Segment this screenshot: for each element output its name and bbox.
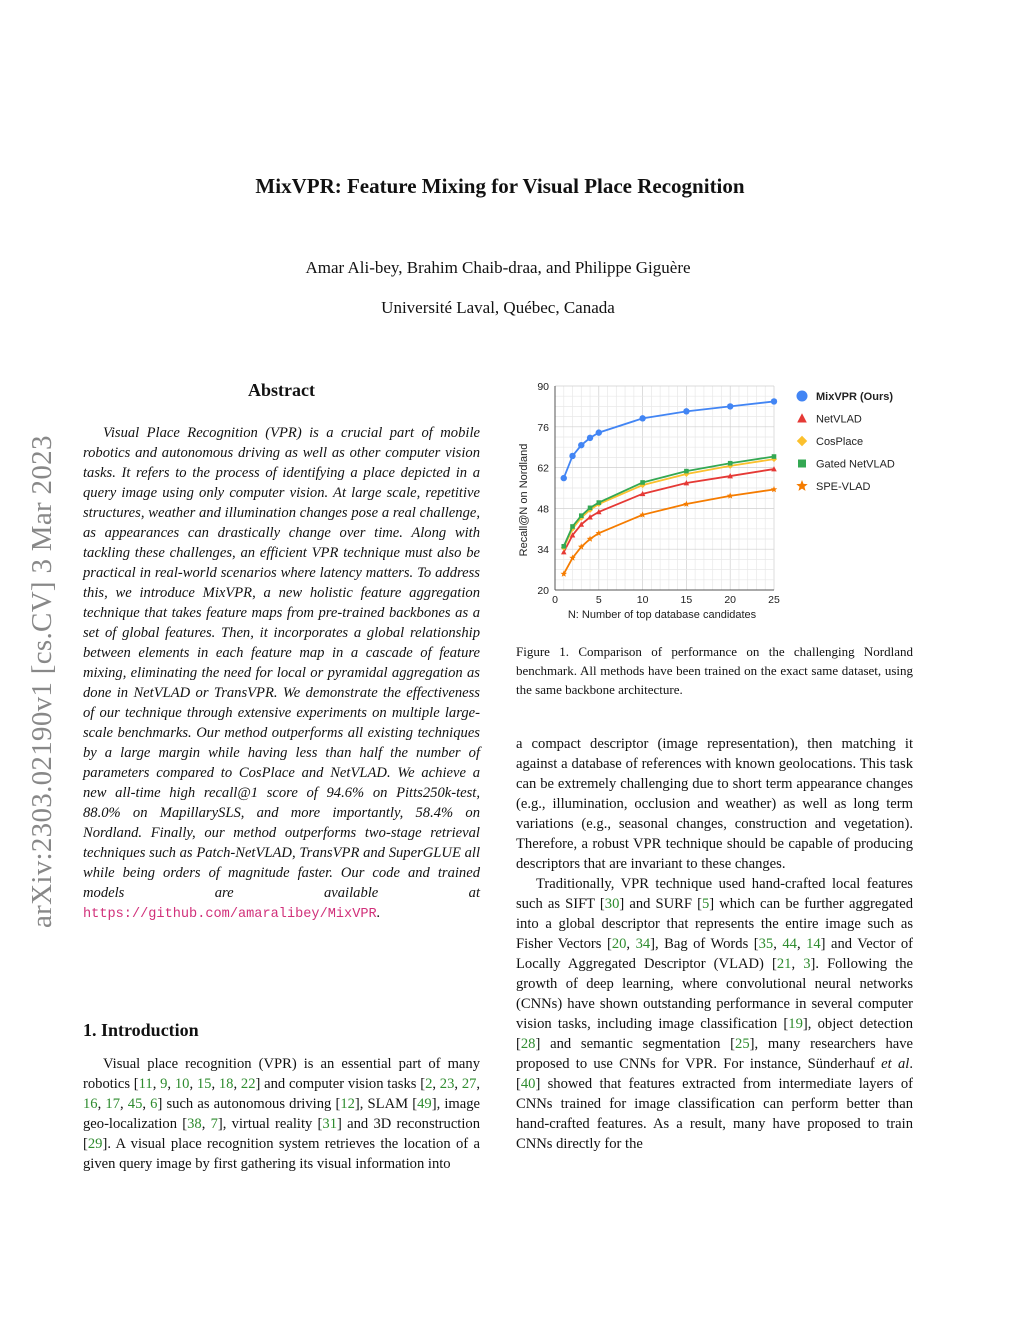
legend-marker-mixvpr-ours [797,391,808,402]
citation-link[interactable]: 27 [461,1076,477,1092]
abstract-body [83,423,480,925]
abstract-end: . [376,905,381,921]
right-text: ] which can be further aggregated into a global descriptor that represents the entire image such as Fisher Vectors [ [516,896,913,952]
citation-link[interactable]: 40 [520,1076,536,1092]
data-point-gated-netvlad [640,480,645,485]
citation-link[interactable]: 35 [758,936,774,952]
data-point-mixvpr-ours [587,435,593,441]
figure-1-caption: Figure 1. Comparison of performance on the challenging Nordland benchmark. All methods have been trained on the exact same dataset, using the same backbone architecture. [516,644,913,697]
citation-link[interactable]: 17 [105,1096,120,1112]
y-tick-label: 20 [537,585,549,597]
citation-link[interactable]: 20 [611,936,627,952]
abstract-text: Visual Place Recognition (VPR) is a crucial part of mobile robotics and autonomous driving as well as other computer vision tasks. It refers to the process of identifying a place depicted in a query image using only computer vision. At large scale, repetitive structures, weather and illumination changes pose a real challenge, as appearances can drastically change over time. Along with tackling these challenges, an efficient VPR technique must also be practical in real-world scenarios where latency matters. To address this, we introduce MixVPR, a new holistic feature aggregation technique that takes feature maps from pre-trained backbones as a set of global features. Then, it incorporates a global relationship between elements in each feature map in a cascade of feature mixing, eliminating the need for local or pyramidal aggregation as done in NetVLAD or TransVPR. We demonstrate the effectiveness of our technique through extensive experiments on multiple large-scale benchmarks. Our method outperforms all existing techniques by a large margin while having less than half the number of parameters compared to CosPlace and NetVLAD. We achieve a new all-time high recall@1 score of 94.6% on Pitts250k-test, 88.0% on MapillarySLS, and more importantly, 58.4% on Nordland. Finally, our method outperforms two-stage retrieval techniques such as Patch-NetVLAD, TransVPR and SuperGLUE all while being orders of magnitude faster. Our code and trained models are available at [83,425,480,901]
data-point-mixvpr-ours [596,429,602,435]
legend-label-mixvpr-ours: MixVPR (Ours) [816,391,894,403]
citation-link[interactable]: 12 [340,1096,355,1112]
legend-marker-gated-netvlad [798,460,806,468]
intro-text: , [211,1076,219,1092]
citation-link[interactable]: 7 [210,1116,218,1132]
citation-link[interactable]: 14 [806,936,821,952]
y-tick-label: 48 [537,503,549,516]
right-paragraph-2 [516,874,913,1154]
intro-text: , [142,1096,151,1112]
citation-link[interactable]: 29 [87,1136,103,1152]
data-point-mixvpr-ours [561,475,567,481]
right-text: ] and SURF [ [619,896,702,912]
right-text: Traditionally, VPR technique used hand-crafted local features such as SIFT [ [516,876,913,912]
intro-text: , [201,1116,211,1132]
citation-link[interactable]: 15 [196,1076,212,1092]
citation-link[interactable]: 23 [439,1076,455,1092]
intro-text: ]. A visual place recognition system retrieves the location of a given query image by first gathering its visual information into [83,1136,480,1172]
legend-marker-spe-vlad [796,480,807,491]
y-tick-label: 76 [537,421,549,434]
citation-link[interactable]: 9 [160,1076,168,1092]
x-tick-label: 10 [636,594,649,606]
right-text: ] showed that features extracted from intermediate layers of CNNs trained for image classification can perform better than hand-crafted features. As a result, many have proposed to train CNNs directly for the [516,1076,913,1152]
paper-affiliation: Université Laval, Québec, Canada [381,298,615,317]
y-tick-label: 90 [537,381,549,393]
data-point-mixvpr-ours [771,398,777,404]
citation-link[interactable]: 31 [322,1116,338,1132]
x-tick-label: 25 [768,594,780,606]
data-point-gated-netvlad [579,513,584,518]
data-point-gated-netvlad [597,500,602,505]
x-tick-label: 5 [595,594,602,606]
citation-link[interactable]: 28 [520,1036,536,1052]
intro-text: , [97,1096,106,1112]
intro-text: Visual place recognition (VPR) is an essential part of many robotics [ [83,1056,480,1092]
citation-link[interactable]: 5 [701,896,710,912]
x-axis-label: N: Number of top database candidates [567,609,757,621]
citation-link[interactable]: 21 [776,956,792,972]
data-point-gated-netvlad [570,524,575,529]
intro-text: , [233,1076,241,1092]
legend-label-gated-netvlad: Gated NetVLAD [816,458,895,471]
right-text: . [ [516,1056,913,1092]
citation-link[interactable]: 2 [425,1076,433,1092]
data-point-mixvpr-ours [727,403,733,409]
right-text: ] and Vector of Locally Aggregated Descriptor (VLAD) [ [516,936,914,972]
paper-authors: Amar Ali-bey, Brahim Chaib-draa, and Philippe Giguère [305,258,691,277]
data-point-mixvpr-ours [569,453,575,459]
intro-text: ] and 3D reconstruction [ [83,1116,481,1152]
data-point-mixvpr-ours [578,442,584,448]
y-tick-label: 34 [537,544,549,557]
right-text: ], object detection [ [516,1016,913,1052]
intro-text: ] and computer vision tasks [ [255,1076,426,1092]
y-axis-label: Recall@N on Nordland [518,443,530,557]
abstract-heading: Abstract [248,380,315,400]
intro-text: , [454,1076,462,1092]
right-text: , [773,936,783,952]
figure-1-chart [512,374,922,624]
legend-marker-netvlad [797,413,807,422]
right-text: , [791,956,804,972]
citation-link[interactable]: 6 [150,1096,158,1112]
citation-link[interactable]: 34 [635,936,651,952]
right-text: ]. Following the growth of deep learning, where convolutional neural networks (CNNs) have shown outstanding performance in several computer vision tasks, including image classification [ [516,956,913,1032]
y-tick-label: 62 [537,462,549,475]
intro-text: ] such as autonomous driving [ [157,1096,341,1112]
data-point-gated-netvlad [561,544,566,549]
right-text: ] and semantic segmentation [ [535,1036,736,1052]
legend-label-cosplace: CosPlace [816,436,864,448]
citation-link[interactable]: 30 [604,896,620,912]
citation-link[interactable]: 11 [138,1076,153,1092]
introduction-body [83,1054,480,1174]
x-tick-label: 0 [552,594,558,606]
right-text: , [626,936,636,952]
right-text: ], Bag of Words [ [650,936,759,952]
arxiv-identifier: arXiv:2303.02190v1 [cs.CV] 3 Mar 2023 [26,435,58,928]
citation-link[interactable]: 3 [803,956,811,972]
data-point-mixvpr-ours [683,408,689,414]
right-text: , [796,936,807,952]
data-point-gated-netvlad [684,469,689,474]
et-al-italic: et al [881,1056,910,1072]
citation-link[interactable]: 22 [240,1076,256,1092]
citation-link[interactable]: 45 [127,1096,143,1112]
data-point-gated-netvlad [728,461,733,466]
citation-link[interactable]: 16 [83,1096,98,1112]
intro-text: , [476,1076,481,1092]
x-tick-label: 20 [724,594,737,606]
intro-text: , [119,1096,128,1112]
recall-chart-svg [512,374,922,624]
citation-link[interactable]: 18 [218,1076,234,1092]
data-point-mixvpr-ours [639,415,645,421]
data-point-gated-netvlad [588,506,593,511]
paper-title: MixVPR: Feature Mixing for Visual Place Recognition [255,174,745,198]
citation-link[interactable]: 38 [187,1116,202,1132]
legend-label-netvlad: NetVLAD [816,413,862,426]
intro-text: , [432,1076,440,1092]
citation-link[interactable]: 10 [174,1076,190,1092]
intro-text: , [167,1076,175,1092]
intro-text: ], image geo-localization [ [83,1096,481,1132]
legend-label-spe-vlad: SPE-VLAD [816,481,871,493]
citation-link[interactable]: 49 [417,1096,432,1112]
intro-text: ], SLAM [ [354,1096,418,1112]
x-tick-label: 15 [680,594,693,606]
right-text: ], many researchers have proposed to use CNNs for VPR. For instance, Sünderhauf [516,1036,914,1072]
right-column-body [516,734,913,1154]
citation-link[interactable]: 25 [735,1036,750,1052]
introduction-heading: 1. Introduction [83,1020,199,1040]
data-point-gated-netvlad [772,454,777,459]
intro-text: , [189,1076,197,1092]
intro-text: , [152,1076,161,1092]
right-paragraph-1: a compact descriptor (image representation), then matching it against a database of references with known geolocations. This task can be extremely challenging due to short term appearance changes (e.g., illumination, occlusion and weather) as well as long term variations (e.g., seasonal changes, construction and vegetation). Therefore, a robust VPR technique should be capable of producing descriptors that are invariant to these changes. [516,736,913,872]
legend-marker-cosplace [797,436,807,446]
citation-link[interactable]: 44 [782,936,797,952]
chart-legend [796,391,895,494]
code-repository-link[interactable]: https://github.com/amaralibey/MixVPR [83,907,377,922]
citation-link[interactable]: 19 [788,1016,803,1032]
intro-text: ], virtual reality [ [217,1116,323,1132]
